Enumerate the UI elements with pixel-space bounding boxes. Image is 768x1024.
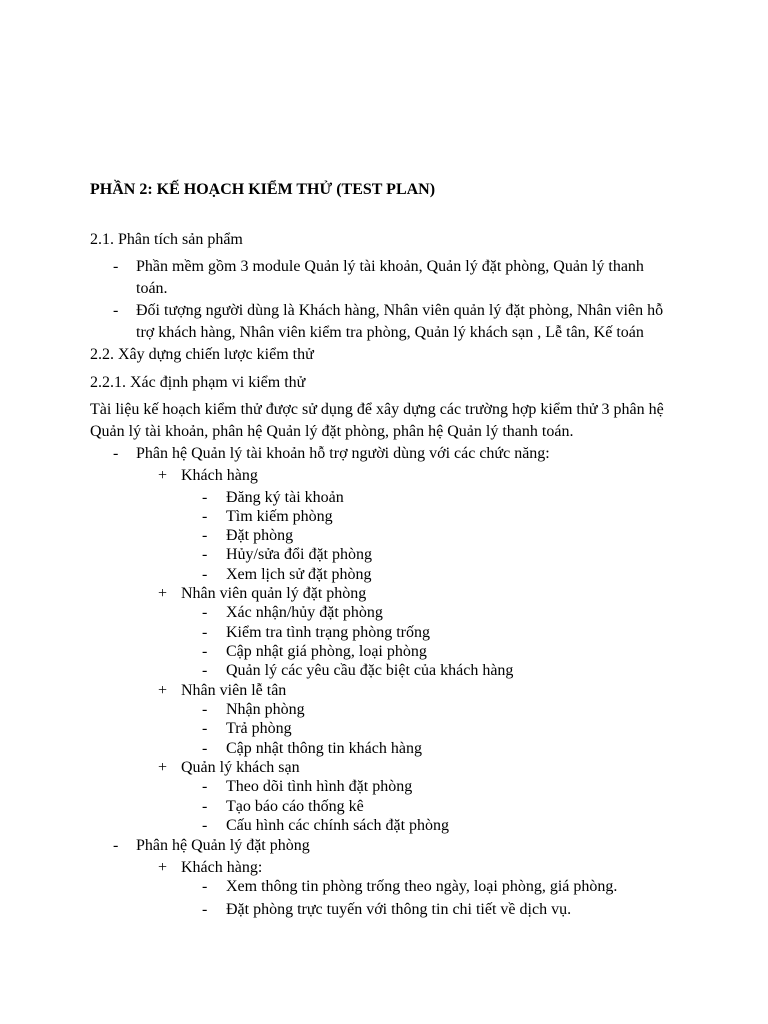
paragraph-line: Tài liệu kế hoạch kiểm thử được sử dụng để xây dựng các trường hợp kiểm thử 3 phân hệ (90, 401, 664, 418)
page-heading: PHẦN 2: KẾ HOẠCH KIỂM THỬ (TEST PLAN) (90, 181, 436, 198)
group-marker: + (158, 859, 168, 876)
bullet-text: trợ khách hàng, Nhân viên kiểm tra phòng, Quản lý khách sạn , Lễ tân, Kế toán (136, 324, 644, 341)
module-marker: - (113, 837, 119, 854)
list-item: Cập nhật giá phòng, loại phòng (226, 643, 427, 660)
section-2-1-title: 2.1. Phân tích sản phẩm (90, 231, 243, 248)
list-item: Đặt phòng (226, 527, 294, 544)
item-marker: - (202, 643, 208, 660)
group-label: Quản lý khách sạn (181, 759, 300, 776)
bullet-marker: - (113, 302, 119, 319)
module-label: Phân hệ Quản lý đặt phòng (136, 837, 310, 854)
bullet-marker: - (113, 258, 119, 275)
paragraph-line: Quản lý tài khoản, phân hệ Quản lý đặt phòng, phân hệ Quản lý thanh toán. (90, 423, 574, 440)
item-marker: - (202, 624, 208, 641)
item-marker: - (202, 878, 208, 895)
list-item: Đăng ký tài khoản (226, 489, 344, 506)
list-item: Trả phòng (226, 720, 292, 737)
item-marker: - (202, 566, 208, 583)
list-item: Cấu hình các chính sách đặt phòng (226, 817, 450, 834)
item-marker: - (202, 662, 208, 679)
item-marker: - (202, 778, 208, 795)
item-marker: - (202, 489, 208, 506)
item-marker: - (202, 720, 208, 737)
list-item: Nhận phòng (226, 701, 305, 718)
list-item: Quản lý các yêu cầu đặc biệt của khách hàng (226, 662, 514, 679)
list-item: Hủy/sửa đổi đặt phòng (226, 546, 372, 563)
bullet-text: Đối tượng người dùng là Khách hàng, Nhân viên quản lý đặt phòng, Nhân viên hỗ (136, 302, 664, 319)
list-item: Tìm kiếm phòng (226, 508, 333, 525)
group-label: Nhân viên quản lý đặt phòng (181, 585, 367, 602)
item-marker: - (202, 527, 208, 544)
list-item: Cập nhật thông tin khách hàng (226, 740, 422, 757)
module-marker: - (113, 445, 119, 462)
group-label: Khách hàng (181, 467, 258, 484)
list-item: Xem lịch sử đặt phòng (226, 566, 372, 583)
item-marker: - (202, 546, 208, 563)
group-marker: + (158, 585, 168, 602)
list-item: Kiểm tra tình trạng phòng trống (226, 624, 430, 641)
item-marker: - (202, 604, 208, 621)
item-marker: - (202, 508, 208, 525)
list-item: Theo dõi tình hình đặt phòng (226, 778, 413, 795)
item-marker: - (202, 817, 208, 834)
list-item: Xem thông tin phòng trống theo ngày, loại phòng, giá phòng. (226, 878, 618, 895)
bullet-text: Phần mềm gồm 3 module Quản lý tài khoản, Quản lý đặt phòng, Quản lý thanh (136, 258, 644, 275)
group-label: Khách hàng: (181, 859, 263, 876)
group-label: Nhân viên lễ tân (181, 682, 287, 699)
bullet-text: toán. (136, 280, 168, 297)
section-2-2-title: 2.2. Xây dựng chiến lược kiểm thử (90, 346, 314, 363)
section-2-2-1-title: 2.2.1. Xác định phạm vi kiểm thử (90, 374, 306, 391)
item-marker: - (202, 740, 208, 757)
item-marker: - (202, 901, 208, 918)
list-item: Tạo báo cáo thống kê (226, 798, 364, 815)
item-marker: - (202, 798, 208, 815)
group-marker: + (158, 467, 168, 484)
group-marker: + (158, 759, 168, 776)
module-label: Phân hệ Quản lý tài khoản hỗ trợ người dùng với các chức năng: (136, 445, 550, 462)
list-item: Đặt phòng trực tuyến với thông tin chi tiết về dịch vụ. (226, 901, 572, 918)
list-item: Xác nhận/hủy đặt phòng (226, 604, 383, 621)
group-marker: + (158, 682, 168, 699)
item-marker: - (202, 701, 208, 718)
